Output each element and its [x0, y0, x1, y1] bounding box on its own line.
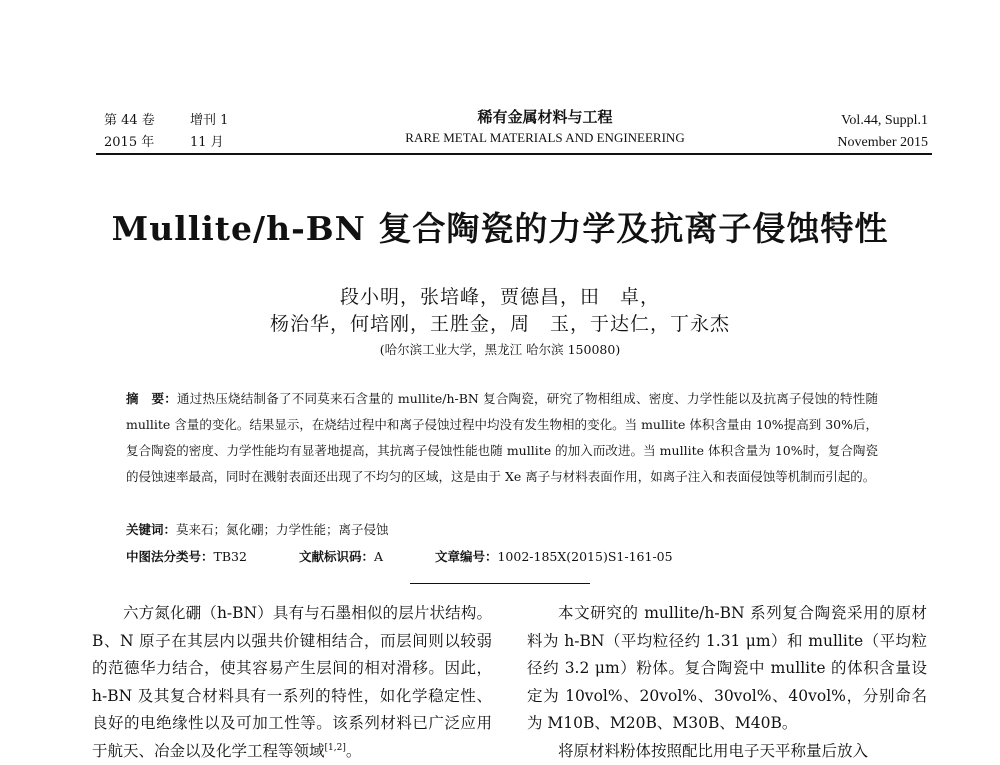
document-code-label: 文献标识码： [299, 549, 374, 564]
materials-paragraph: 本文研究的 mullite/h-BN 系列复合陶瓷采用的原材料为 h-BN（平均粒径约 1.31 μm）和 mullite（平均粒径约 3.2 μm）粉体。复合陶瓷中 mullite 的体积含量设定为 10vol%、20vol%、30vol%、40vol%，分别命名为 M10B、M20B、M30B、M40B。 [527, 600, 927, 738]
abstract-text: 通过热压烧结制备了不同莫来石含量的 mullite/h-BN 复合陶瓷，研究了物相组成、密度、力学性能以及抗离子侵蚀的特性随 mullite 含量的变化。结果显示，在烧结过程中和离子侵蚀过程中均没有发生物相的变化。当 mullite 体积含量由 10%提高到 30%后，复合陶瓷的密度、力学性能均有显著地提高，其抗离子侵蚀性能也随 mullite 的加入而改进。当 mullite 体积含量为 10%时，复合陶瓷的侵蚀速率最高，同时在溅射表面还出现了不均匀的区域，这是由于 Xe 离子与材料表面作用，如离子注入和表面侵蚀等机制而引起的。 [126, 391, 878, 484]
paper-title: Mullite/h-BN 复合陶瓷的力学及抗离子侵蚀特性 [60, 203, 940, 250]
classification-line [126, 547, 721, 565]
clc-value: TB32 [214, 549, 247, 564]
abstract [126, 386, 878, 490]
abstract-separator [410, 583, 590, 584]
volume-number: 第 44 卷 [104, 110, 190, 132]
abstract-label: 摘 要： [126, 391, 177, 406]
keywords-label: 关键词： [126, 522, 176, 537]
authors-line-2: 杨治华，何培刚，王胜金，周 玉，于达仁，丁永杰 [150, 309, 850, 336]
date-en: November 2015 [837, 132, 928, 154]
keywords-text: 莫来石；氮化硼；力学性能；离子侵蚀 [176, 522, 389, 537]
article-number-label: 文章编号： [435, 549, 498, 564]
method-paragraph: 将原材料粉体按照配比用电子天平称量后放入 [527, 738, 927, 765]
affiliation: (哈尔滨工业大学，黑龙江 哈尔滨 150080) [150, 340, 850, 358]
keywords [126, 520, 389, 538]
citation-ref: [1,2] [325, 742, 346, 752]
authors-line-1: 段小明，张培峰，贾德昌，田 卓， [150, 282, 850, 309]
supplement-number: 增刊 1 [190, 110, 228, 132]
volume-en: Vol.44, Suppl.1 [837, 110, 928, 132]
publication-year: 2015 年 [104, 132, 190, 154]
document-code-value: A [374, 549, 383, 564]
body-column-left [92, 600, 492, 765]
journal-volume-info-en [837, 110, 928, 154]
journal-name-cn: 稀有金属材料与工程 [370, 106, 720, 128]
article-number-value: 1002-185X(2015)S1-161-05 [497, 549, 672, 564]
journal-volume-info [104, 110, 228, 154]
publication-month: 11 月 [190, 132, 224, 154]
journal-name [370, 106, 720, 148]
intro-text: 六方氮化硼（h-BN）具有与石墨相似的层片状结构。B、N 原子在其层内以强共价键相结合，而层间则以较弱的范德华力结合，使其容易产生层间的相对滑移。因此，h-BN 及其复合材料具有一系列的特性，如化学稳定性、良好的电绝缘性以及可加工性等。该系列材料已广泛应用于航天、冶金以及化学工程等领域 [92, 604, 492, 760]
journal-name-en: RARE METAL MATERIALS AND ENGINEERING [370, 128, 720, 148]
clc-label: 中图法分类号： [126, 549, 214, 564]
intro-end: 。 [346, 742, 362, 760]
header-rule [96, 153, 932, 155]
body-column-right [527, 600, 927, 765]
intro-paragraph [92, 600, 492, 765]
